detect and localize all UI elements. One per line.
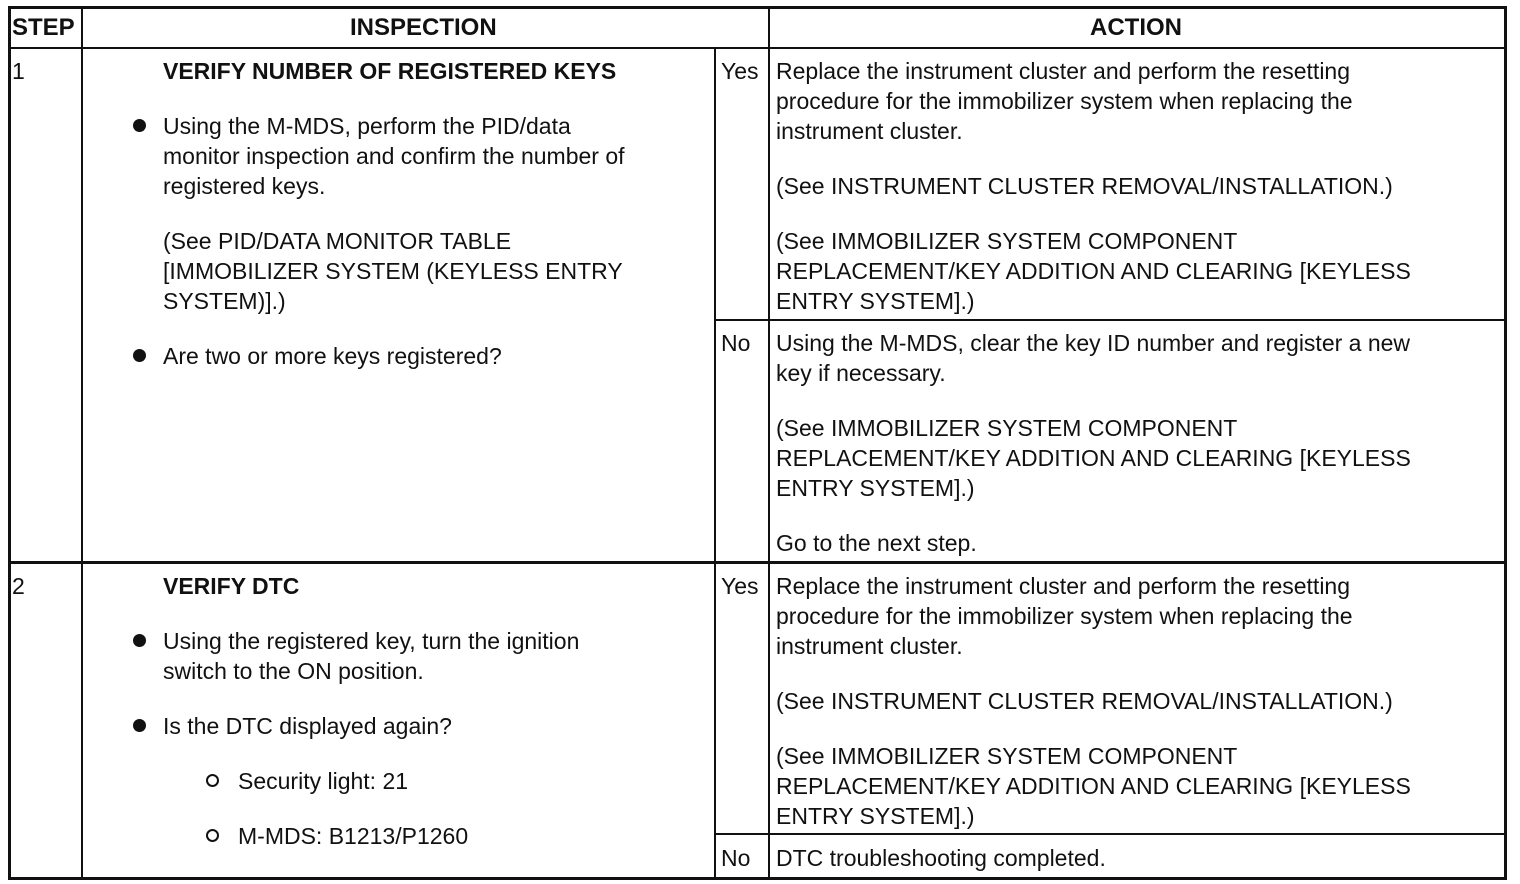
bullet-icon bbox=[133, 634, 146, 647]
row-divider bbox=[8, 561, 1507, 564]
row2-subbullet2: M-MDS: B1213/P1260 bbox=[238, 823, 469, 849]
row2-subbullet1: Security light: 21 bbox=[238, 768, 409, 794]
row2-bullet1-line2: switch to the ON position. bbox=[163, 658, 424, 684]
bullet-icon bbox=[133, 119, 146, 132]
row1-bullet1-line3: registered keys. bbox=[163, 173, 326, 199]
step-column-divider bbox=[81, 6, 83, 880]
circle-bullet-icon bbox=[206, 829, 219, 842]
row1-yes-p2-line1: (See INSTRUMENT CLUSTER REMOVAL/INSTALLATION.) bbox=[776, 173, 1393, 199]
row2-title: VERIFY DTC bbox=[163, 573, 300, 599]
row1-step-number: 1 bbox=[12, 58, 25, 84]
row1-bullet1-line1: Using the M-MDS, perform the PID/data bbox=[163, 113, 571, 139]
row2-yes-p3-line2: REPLACEMENT/KEY ADDITION AND CLEARING [KEYLESS bbox=[776, 773, 1411, 799]
row2-bullet1-line1: Using the registered key, turn the ignition bbox=[163, 628, 580, 654]
row1-yes-no-divider bbox=[715, 319, 1507, 321]
row1-bullet2-line1: Are two or more keys registered? bbox=[163, 343, 502, 369]
row2-yes-label: Yes bbox=[721, 573, 759, 599]
header-inspection: INSPECTION bbox=[350, 14, 497, 41]
row1-no-p1-line1: Using the M-MDS, clear the key ID number and register a new bbox=[776, 330, 1411, 356]
row2-yes-p3-line1: (See IMMOBILIZER SYSTEM COMPONENT bbox=[776, 743, 1238, 769]
yes-no-column-divider bbox=[714, 48, 716, 880]
row1-title: VERIFY NUMBER OF REGISTERED KEYS bbox=[163, 58, 617, 84]
row1-see-line3: SYSTEM)].) bbox=[163, 288, 286, 314]
row1-no-p3-line1: Go to the next step. bbox=[776, 530, 977, 556]
row1-no-p2-line1: (See IMMOBILIZER SYSTEM COMPONENT bbox=[776, 415, 1238, 441]
row2-yes-no-divider bbox=[715, 833, 1507, 835]
row1-see-line2: [IMMOBILIZER SYSTEM (KEYLESS ENTRY bbox=[163, 258, 623, 284]
bullet-icon bbox=[133, 719, 146, 732]
row2-bullet2-line1: Is the DTC displayed again? bbox=[163, 713, 452, 739]
circle-bullet-icon bbox=[206, 774, 219, 787]
label-action-divider bbox=[768, 48, 770, 880]
row1-yes-p1-line1: Replace the instrument cluster and perform the resetting bbox=[776, 58, 1351, 84]
header-step: STEP bbox=[12, 14, 75, 41]
row2-yes-p1-line1: Replace the instrument cluster and perform the resetting bbox=[776, 573, 1351, 599]
bullet-icon bbox=[133, 349, 146, 362]
row2-yes-p3-line3: ENTRY SYSTEM].) bbox=[776, 803, 975, 829]
row1-no-p1-line2: key if necessary. bbox=[776, 360, 946, 386]
row1-no-p2-line3: ENTRY SYSTEM].) bbox=[776, 475, 975, 501]
row2-yes-p1-line3: instrument cluster. bbox=[776, 633, 963, 659]
row1-yes-p3-line1: (See IMMOBILIZER SYSTEM COMPONENT bbox=[776, 228, 1238, 254]
row2-yes-p2-line1: (See INSTRUMENT CLUSTER REMOVAL/INSTALLATION.) bbox=[776, 688, 1393, 714]
row1-yes-p1-line3: instrument cluster. bbox=[776, 118, 963, 144]
row2-yes-p1-line2: procedure for the immobilizer system when replacing the bbox=[776, 603, 1353, 629]
header-action: ACTION bbox=[1090, 14, 1182, 41]
row2-no-p1-line1: DTC troubleshooting completed. bbox=[776, 845, 1106, 871]
row1-yes-label: Yes bbox=[721, 58, 759, 84]
row2-no-label: No bbox=[721, 845, 751, 871]
row1-yes-p3-line3: ENTRY SYSTEM].) bbox=[776, 288, 975, 314]
row1-yes-p1-line2: procedure for the immobilizer system when replacing the bbox=[776, 88, 1353, 114]
row1-bullet1-line2: monitor inspection and confirm the number of bbox=[163, 143, 625, 169]
row1-see-line1: (See PID/DATA MONITOR TABLE bbox=[163, 228, 512, 254]
row2-step-number: 2 bbox=[12, 573, 25, 599]
row1-yes-p3-line2: REPLACEMENT/KEY ADDITION AND CLEARING [KEYLESS bbox=[776, 258, 1411, 284]
header-divider bbox=[8, 47, 1507, 49]
row1-no-p2-line2: REPLACEMENT/KEY ADDITION AND CLEARING [KEYLESS bbox=[776, 445, 1411, 471]
inspection-action-divider bbox=[768, 6, 770, 50]
row1-no-label: No bbox=[721, 330, 751, 356]
